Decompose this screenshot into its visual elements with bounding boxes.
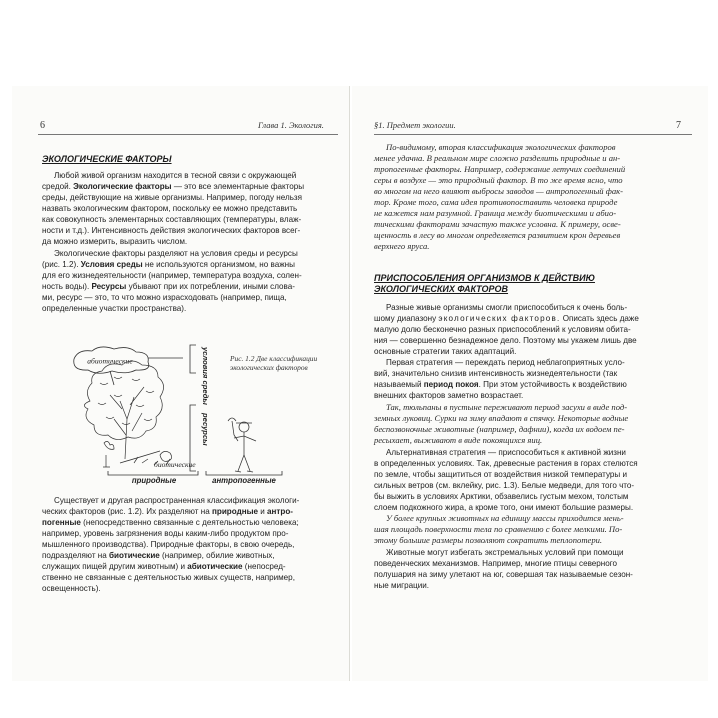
term-ecological-factors: Экологические факторы bbox=[73, 182, 172, 192]
label-natural: природные bbox=[131, 476, 177, 485]
label-conditions: условия среды bbox=[201, 347, 210, 405]
term-resources: Ресурсы bbox=[91, 282, 127, 292]
term-environmental-conditions: Условия среды bbox=[80, 260, 143, 270]
section-title-ecological-factors: ЭКОЛОГИЧЕСКИЕ ФАКТОРЫ bbox=[42, 154, 172, 164]
right-italic-paragraph: У более крупных животных на единицу массы приходится мень- шая площадь поверхности тела по сравнению с более мелкими. По- этому большие размеры позволяют сократить теплопотери. bbox=[374, 513, 624, 546]
left-paragraph-3: Существует и другая распространенная классификация экологи- ческих факторов (рис. 1.2). Их разделяют на природные и антро- погенные (непосредственно связанные с деятельностью человека; например, уровень загрязнения воды каким-либо продуктом про- мышленного производства). Природные факторы, в свою очередь, подразделяют на биотические (например, обилие животных, служащих пищей другим животным) и абиотические (непосред- ственно не связанные с деятельностью живых существ, например, освещенность). bbox=[42, 496, 300, 594]
person-with-axe-illustration bbox=[228, 418, 256, 472]
label-abiotic: абиотические bbox=[87, 356, 133, 366]
natural-bracket bbox=[108, 471, 198, 475]
right-examples-paragraph: Так, тюльпаны в пустыне переживают период засухи в виде под- земных луковиц. Сурки на зиму впадают в спячку. Некоторые водные беспозвоночные животные (например, дафнии), когда их водоем пе- ресыхает, выживают в виде покоящихся яиц. bbox=[374, 402, 629, 446]
left-header-rule bbox=[38, 134, 338, 135]
right-paragraph-3: Альтернативная стратегия — приспособиться к активной жизни в определенных условиях. Так, древесные растения в горах стелются по земле, чтобы защититься от воздействия низкой температуры и сильных ветров (см. вклейку, рис. 1.3). Белые медведи, для того что- бы выжить в условиях Арктики, обзавелись густым мехом, толстым слоем подкожного жира, а кроме того, они имеют большие размеры. bbox=[374, 448, 638, 513]
term-biotic: биотические bbox=[109, 551, 160, 561]
right-page-number: 7 bbox=[676, 120, 681, 131]
right-header-rule bbox=[374, 134, 692, 135]
term-natural: природные bbox=[211, 507, 259, 517]
right-intro-paragraph: По-видимому, вторая классификация экологических факторов менее удачна. В реальном мире сложно разделить природные и ан- тропогенные факторы. Например, содержание летучих соединений серы в воздухе — это природный фактор. В то же время ясно, что во многом на него влияют выбросы заводов — антропогенный фак- тор. Кроме того, сама идея противопоставить человека природе не кажется нам разумной. Граница между биотическими и абио- тическими факторами зачастую также условна. К примеру, осве- щенность в лесу во многом определяется развитием крон деревьев верхнего яруса. bbox=[374, 142, 626, 252]
right-paragraph-4: Животные могут избегать экстремальных условий при помощи поведенческих механизмов. Например, многие птицы северного полушария на зиму улетают на юг, совершая так называемые сезон- ные миграции. bbox=[374, 548, 633, 591]
left-paragraph-2: Экологические факторы разделяют на условия среды и ресурсы (рис. 1.2). Условия среды не используются организмом, но важны для его жизнедеятельности (например, температура воздуха, солен- ность воды). Ресурсы убывают при их потреблении, иными слова- ми, ресурс — это, то что можно израсходовать (например, пища, определенные участки пространства). bbox=[42, 249, 302, 314]
label-biotic: биотические bbox=[154, 460, 196, 469]
term-anthropogenic: погенные bbox=[42, 518, 81, 528]
term-dormancy-period: период покоя bbox=[423, 380, 479, 390]
right-paragraph-2: Первая стратегия — переждать период неблагоприятных усло- вий, значительно снизив интенсивность жизнедеятельности (так называемый период покоя. При этом устойчивость к воздействию внешних факторов заметно возрастает. bbox=[374, 358, 627, 401]
right-page bbox=[352, 86, 708, 681]
label-resources: ресурсы bbox=[201, 413, 210, 446]
left-page bbox=[12, 86, 350, 681]
left-page-number: 6 bbox=[40, 120, 45, 131]
right-running-title: §1. Предмет экологии. bbox=[374, 120, 456, 130]
left-running-title: Глава 1. Экология. bbox=[258, 120, 324, 130]
term-abiotic: абиотические bbox=[187, 562, 243, 572]
figure-caption: Рис. 1.2 Две классификации экологических факторов bbox=[230, 354, 318, 372]
anthropogenic-bracket bbox=[206, 471, 282, 475]
label-anthropogenic: антропогенные bbox=[212, 476, 276, 485]
section-title-adaptations: ПРИСПОСОБЛЕНИЯ ОРГАНИЗМОВ К ДЕЙСТВИЮ ЭКОЛОГИЧЕСКИХ ФАКТОРОВ bbox=[374, 273, 595, 294]
left-paragraph-1: Любой живой организм находится в тесной связи с окружающей средой. Экологические факторы — это все элементарные факторы среды, действующие на живые организмы. Например, погоду нельзя назвать экологическим фактором, поскольку ее можно представить как совокупность элементарных составляющих (температуры, влаж- ности и т.д.). Интенсивность действия экологических факторов всег- да можно измерить, выразить числом. bbox=[42, 171, 305, 247]
right-paragraph-1: Разные живые организмы смогли приспособиться к очень боль- шому диапазону экологических факторов. Описать здесь даже малую долю бесконечно разных приспособлений к условиям обита- ния — совершенно безнадежное дело. Поэтому мы укажем лишь две основные стратегии таких адаптаций. bbox=[374, 303, 639, 357]
